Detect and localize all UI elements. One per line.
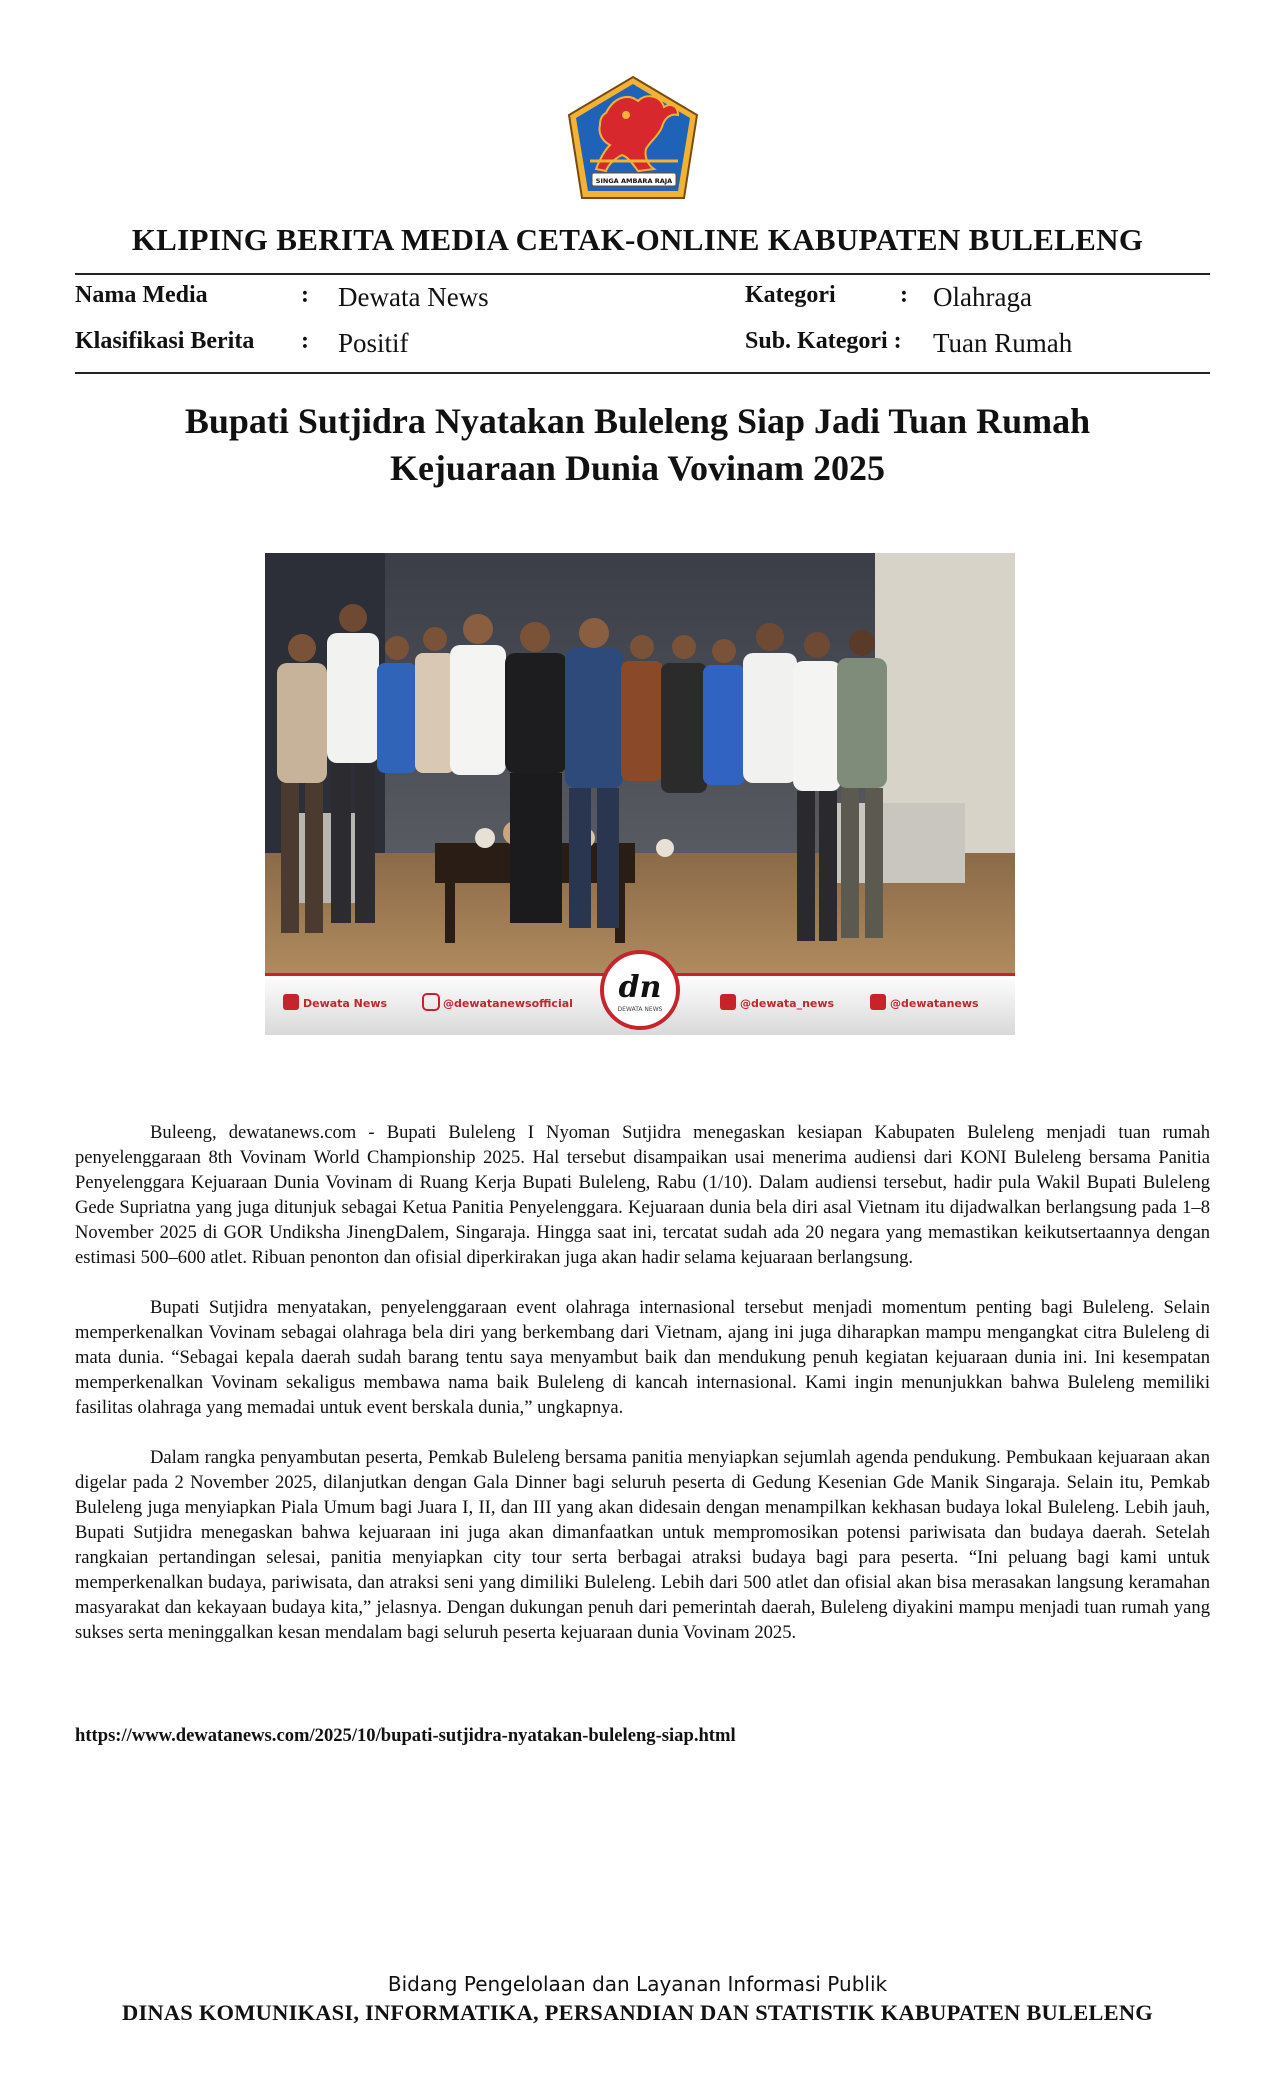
photo-logo-subtext: DEWATA NEWS	[617, 1006, 663, 1013]
kategori-label: Kategori	[745, 282, 836, 308]
nama-media-value: Dewata News	[338, 282, 489, 312]
article-paragraph-3: Dalam rangka penyambutan peserta, Pemkab Buleleng bersama panitia menyiapkan sejumlah agenda pendukung. Pembukaan kejuaraan akan digelar pada 2 November 2025, dilanjutkan dengan Gala Dinner bagi seluruh peserta di Gedung Kesenian Gde Manik Singaraja. Selain itu, Pemkab Buleleng juga menyiapkan Piala Umum bagi Juara I, II, dan III yang akan didesain dengan menampilkan kekhasan budaya lokal Buleleng. Lebih jauh, Bupati Sutjidra menegaskan bahwa kejuaraan ini juga akan dimanfaatkan untuk mempromosikan potensi pariwisata dan budaya daerah. Setelah rangkaian pertandingan selesai, panitia menyiapkan city tour serta berbagai atraksi budaya bagi para peserta. “Ini peluang bagi kami untuk memperkenalkan budaya, pariwisata, dan atraksi seni yang dimiliki Buleleng. Lebih dari 500 atlet dan ofisial akan bisa merasakan langsung keramahan masyarakat dan kekayaan budaya kita,” jelasnya. Dengan dukungan penuh dari pemerintah daerah, Buleleng diyakini mampu menjadi tuan rumah yang sukses serta meninggalkan kesan mendalam bagi seluruh peserta kejuaraan dunia Vovinam 2025.	[75, 1447, 1210, 1643]
article-paragraph-2: Bupati Sutjidra menyatakan, penyelenggaraan event olahraga internasional tersebut menjadi momentum penting bagi Buleleng. Selain memperkenalkan Vovinam sebagai olahraga bela diri yang berkembang dari Vietnam, ajang ini juga diharapkan mampu mengangkat citra Buleleng di mata dunia. “Sebagai kepala daerah sudah barang tentu saya menyambut baik dan mendukung penuh kegiatan kejuaraan dunia ini. Ini kesempatan memperkenalkan Vovinam sekaligus membawa nama baik Buleleng di kancah internasional. Kami ingin menunjukkan bahwa Buleleng memiliki fasilitas olahraga yang memadai untuk event berskala dunia,” ungkapnya.	[75, 1297, 1210, 1418]
kabupaten-buleleng-crest	[566, 75, 701, 200]
article-photo	[265, 553, 1015, 1035]
article-headline	[100, 398, 1175, 492]
source-url-link[interactable]: https://www.dewatanews.com/2025/10/bupati-sutjidra-nyatakan-buleleng-siap.html	[75, 1725, 736, 1746]
header-divider-top	[75, 273, 1210, 275]
kategori-value: Olahraga	[933, 282, 1032, 312]
photo-instagram-handle: @dewatanewsofficial	[443, 997, 573, 1010]
klasifikasi-berita-colon: :	[301, 328, 309, 354]
sub-kategori-label: Sub. Kategori :	[745, 328, 902, 354]
footer-agency: DINAS KOMUNIKASI, INFORMATIKA, PERSANDIAN DAN STATISTIK KABUPATEN BULELENG	[122, 2000, 1153, 2025]
header-divider-bottom	[75, 372, 1210, 374]
klasifikasi-berita-label: Klasifikasi Berita	[75, 328, 255, 354]
sub-kategori-value: Tuan Rumah	[933, 328, 1073, 358]
crest-motto: SINGA AMBARA RAJA	[595, 177, 673, 185]
headline-line-1: Bupati Sutjidra Nyatakan Buleleng Siap Jadi Tuan Rumah	[184, 401, 1091, 441]
article-paragraph-1: Buleeng, dewatanews.com - Bupati Buleleng I Nyoman Sutjidra menegaskan kesiapan Kabupaten Buleleng menjadi tuan rumah penyelenggaraan 8th Vovinam World Championship 2025. Hal tersebut disampaikan usai menerima audiensi dari KONI Buleleng bersama Panitia Penyelenggara Kejuaraan Dunia Vovinam di Ruang Kerja Bupati Buleleng, Rabu (1/10). Dalam audiensi tersebut, hadir pula Wakil Bupati Buleleng Gede Supriatna yang juga ditunjuk sebagai Ketua Panitia Penyelenggara. Kejuaraan dunia bela diri asal Vietnam itu dijadwalkan berlangsung pada 1–8 November 2025 di GOR Undiksha JinengDalem, Singaraja. Hingga saat ini, tercatat sudah ada 20 negara yang memastikan keikutsertaannya dengan estimasi 500–600 atlet. Ribuan penonton dan ofisial diperkirakan juga akan hadir selama kejuaraan berlangsung.	[75, 1122, 1210, 1268]
klasifikasi-berita-value: Positif	[338, 328, 409, 358]
photo-logo-text: dn	[618, 970, 662, 1005]
photo-tiktok-handle: @dewatanews	[890, 997, 979, 1010]
photo-twitter-handle: @dewata_news	[740, 997, 835, 1010]
headline-line-2: Kejuaraan Dunia Vovinam 2025	[389, 448, 886, 488]
kategori-colon: :	[900, 282, 908, 308]
nama-media-label: Nama Media	[75, 282, 208, 308]
photo-facebook-handle: Dewata News	[303, 997, 388, 1010]
page-title: KLIPING BERITA MEDIA CETAK-ONLINE KABUPATEN BULELENG	[131, 222, 1144, 257]
footer-division: Bidang Pengelolaan dan Layanan Informasi Publik	[387, 1972, 888, 1996]
nama-media-colon: :	[301, 282, 309, 308]
article-body	[75, 1120, 1210, 1670]
